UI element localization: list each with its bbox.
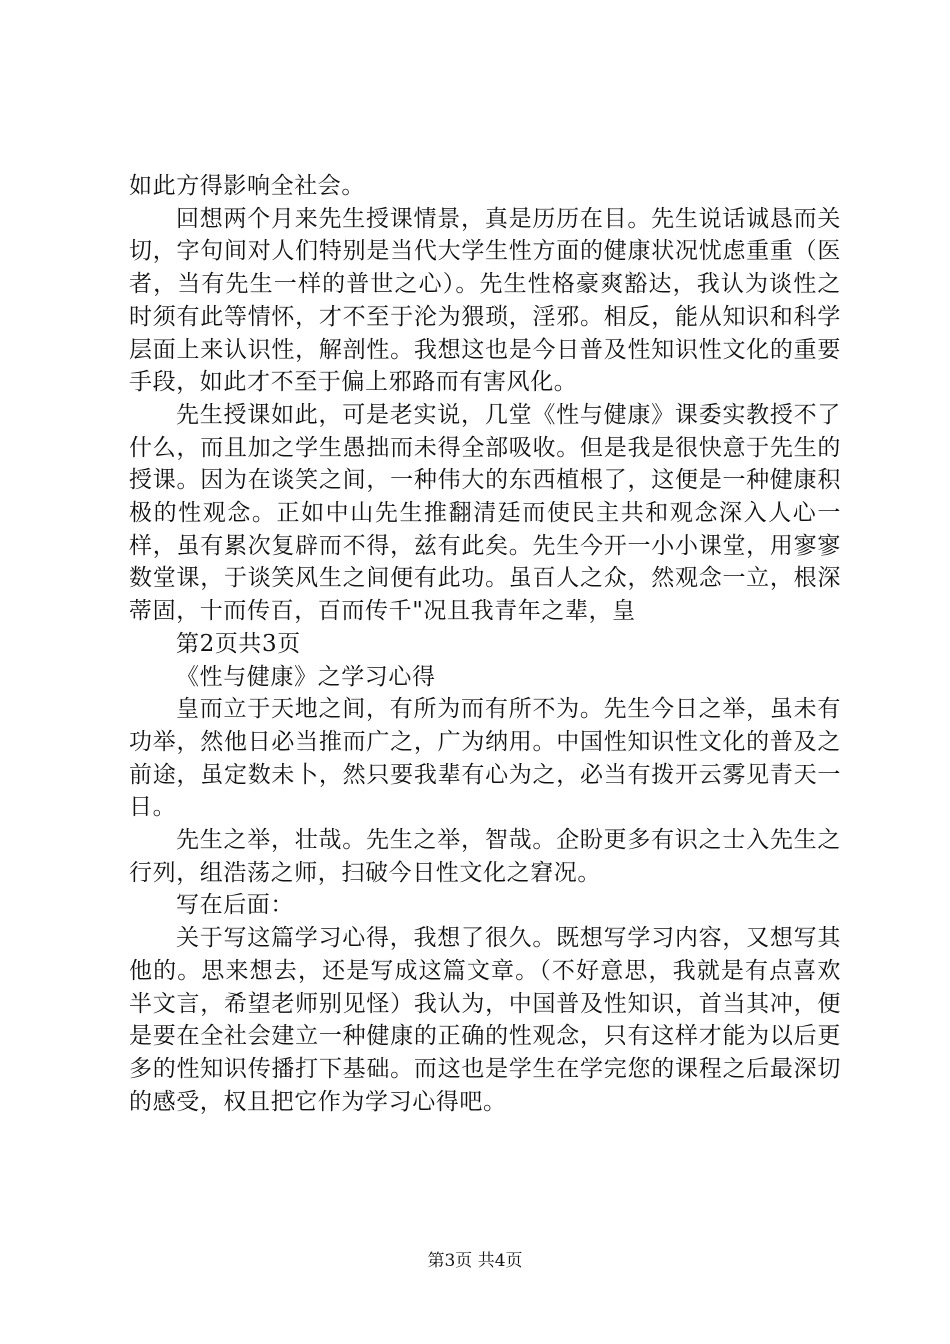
paragraph-1: 如此方得影响全社会。 <box>129 173 365 199</box>
page-footer: 第3页 共4页 <box>427 1251 523 1271</box>
document-body <box>129 170 841 1118</box>
afterword-heading: 写在后面： <box>176 892 294 919</box>
paragraph-4: 皇而立于天地之间，有所为而有所不为。先生今日之举，虽未有功举，然他日必当推而广之，广为纳用。中国性知识性文化的普及之前途，虽定数未卜，然只要我辈有心为之，必当有拨开云雾见青天一日。 <box>129 696 841 821</box>
paragraph-3: 先生授课如此，可是老实说，几堂《性与健康》课委实教授不了什么，而且加之学生愚拙而未得全部吸收。但是我是很快意于先生的授课。因为在谈笑之间，一种伟大的东西植根了，这便是一种健康积极的性观念。正如中山先生推翻清廷而使民主共和观念深入人心一样，虽有累次复辟而不得，兹有此矣。先生今开一小小课堂，用寥寥数堂课，于谈笑风生之间便有此功。虽百人之众，然观念一立，根深蒂固，十而传百，百而传千"况且我青年之辈，皇 <box>129 401 841 625</box>
section-title: 《性与健康》之学习心得 <box>176 663 436 690</box>
paragraph-2: 回想两个月来先生授课情景，真是历历在目。先生说话诚恳而关切，字句间对人们特别是当代大学生性方面的健康状况忧虑重重（医者，当有先生一样的普世之心）。先生性格豪爽豁达，我认为谈性之时须有此等情怀，才不至于沦为猥琐，淫邪。相反，能从知识和科学层面上来认识性，解剖性。我想这也是今日普及性知识性文化的重要手段，如此才不至于偏上邪路而有害风化。 <box>129 205 841 396</box>
paragraph-6: 关于写这篇学习心得，我想了很久。既想写学习内容，又想写其他的。思来想去，还是写成这篇文章。（不好意思，我就是有点喜欢半文言，希望老师别见怪）我认为，中国普及性知识，首当其冲，便是要在全社会建立一种健康的正确的性观念，只有这样才能为以后更多的性知识传播打下基础。而这也是学生在学完您的课程之后最深切的感受，权且把它作为学习心得吧。 <box>129 925 841 1115</box>
inline-page-marker: 第2页共3页 <box>176 630 301 657</box>
paragraph-5: 先生之举，壮哉。先生之举，智哉。企盼更多有识之士入先生之行列，组浩荡之师，扫破今日性文化之窘况。 <box>129 827 841 886</box>
